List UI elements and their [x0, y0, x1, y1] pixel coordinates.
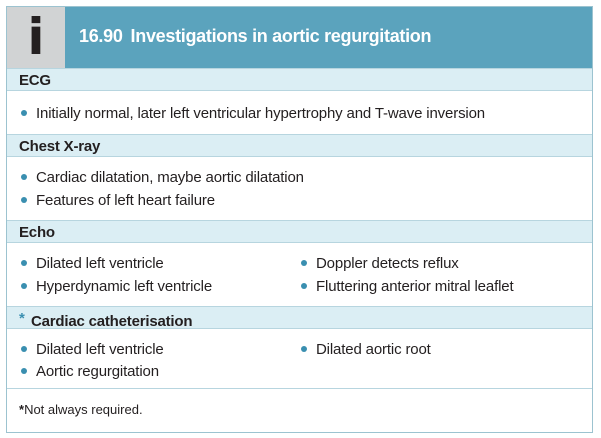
bullet-icon	[21, 174, 27, 180]
footnote-marker: *	[19, 310, 25, 327]
box-header	[7, 7, 592, 68]
bullet-icon	[301, 260, 307, 266]
section-title: Cardiac catheterisation *	[19, 310, 193, 330]
section-heading-chest-xray	[7, 134, 592, 157]
section-heading-ecg	[7, 68, 592, 91]
bullet-icon	[21, 110, 27, 116]
section-title: ECG	[19, 72, 51, 89]
bullet-icon	[301, 346, 307, 352]
list-item: Doppler detects reflux	[301, 255, 459, 273]
bullet-icon	[21, 283, 27, 289]
list-item: Dilated aortic root	[301, 341, 431, 359]
list-item: Dilated left ventricle	[21, 341, 164, 359]
info-icon: i	[27, 8, 45, 66]
footer-divider	[7, 388, 592, 389]
footnote: *Not always required.	[19, 402, 143, 417]
box-title-text: Investigations in aortic regurgitation	[130, 26, 432, 46]
box-number: 16.90	[79, 26, 123, 46]
list-item: Dilated left ventricle	[21, 255, 164, 273]
list-item: Hyperdynamic left ventricle	[21, 278, 212, 296]
bullet-icon	[21, 346, 27, 352]
bullet-icon	[21, 260, 27, 266]
section-heading-echo	[7, 220, 592, 243]
list-item: Aortic regurgitation	[21, 363, 159, 381]
section-title: Chest X-ray	[19, 138, 101, 155]
info-icon-block	[7, 7, 65, 68]
list-item: Initially normal, later left ventricular hypertrophy and T-wave inversion	[21, 105, 485, 123]
list-item: Features of left heart failure	[21, 192, 215, 210]
section-heading-cardiac-catheterisation	[7, 306, 592, 329]
info-box	[6, 6, 593, 433]
bullet-icon	[21, 197, 27, 203]
bullet-icon	[301, 283, 307, 289]
list-item: Cardiac dilatation, maybe aortic dilatation	[21, 169, 304, 187]
bullet-icon	[21, 368, 27, 374]
list-item: Fluttering anterior mitral leaflet	[301, 278, 513, 296]
section-title: Echo	[19, 224, 55, 241]
box-title	[79, 26, 431, 47]
